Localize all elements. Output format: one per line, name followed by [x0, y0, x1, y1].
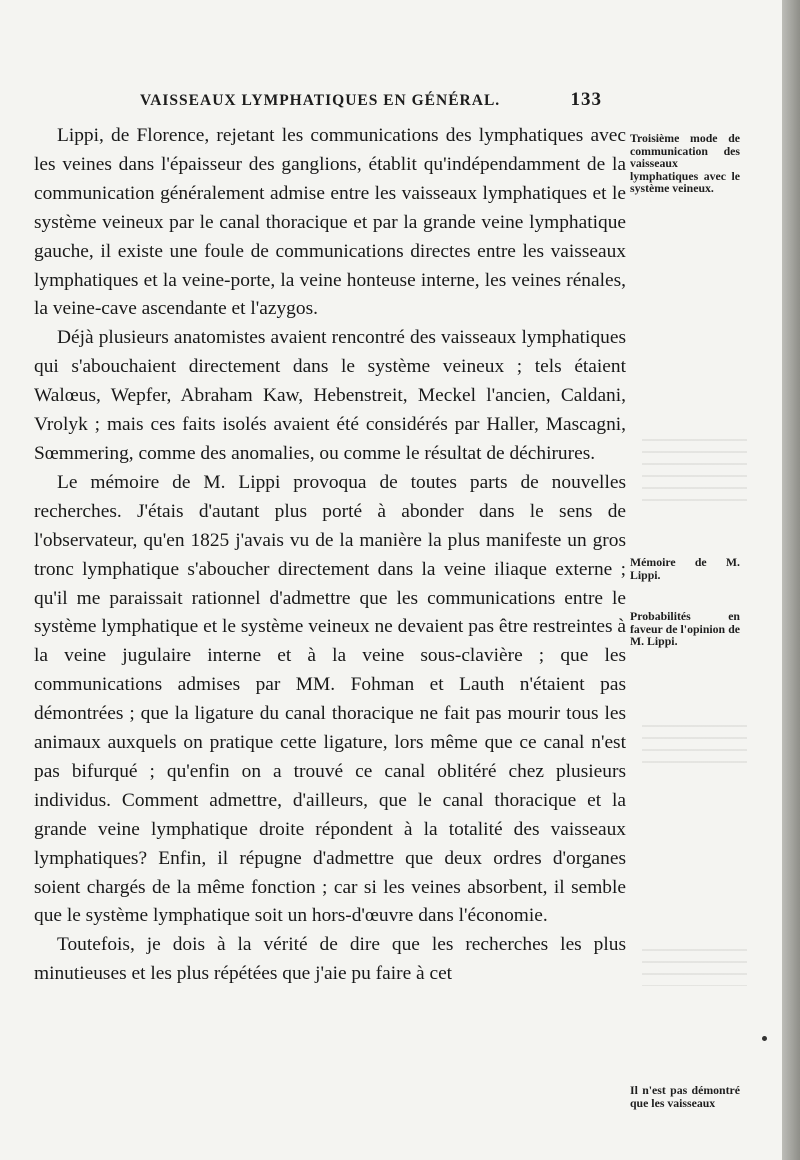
paragraph: Déjà plusieurs anatomistes avaient rencontré des vaisseaux lymphatiques qui s'abouchaient directement dans le système veineux ; tels étaient Walœus, Wepfer, Abraham Kaw, Hebenstreit, Meckel l'ancien, Caldani, Vrolyk ; mais ces faits isolés avaient été considérés par Haller, Mascagni, Sœmmering, comme des anomalies, ou comme le résultat de déchirures.	[34, 327, 626, 464]
margin-note: Troisième mode de communication des vaisseaux lymphatiques avec le système veineux.	[630, 131, 740, 195]
bleed-through-ghost	[642, 946, 747, 986]
paragraph: Toutefois, je dois à la vérité de dire que les recherches les plus minutieuses et les plus répétées que j'aie pu faire à cet	[34, 934, 626, 985]
margin-note: Mémoire de M. Lippi.	[630, 555, 740, 582]
paragraph: Le mémoire de M. Lippi provoqua de toutes parts de nouvelles recherches. J'étais d'autant plus porté à abonder dans le sens de l'observateur, qu'en 1825 j'avais vu de la manière la plus manifeste un gros tronc lymphatique s'aboucher directement dans la veine iliaque externe ; qu'il me paraissait rationnel d'admettre que les communications entre le système lymphatique et le système veineux ne devaient pas être restreintes à la veine jugulaire interne et à la veine sous-clavière ; que les communications admises par MM. Fohman et Lauth n'étaient pas démontrées ; que la ligature du canal thoracique ne fait pas mourir tous les animaux auxquels on pratique cette ligature, lors même que ce canal n'est pas bifurqué ; qu'enfin on a trouvé ce canal oblitéré chez plusieurs individus. Comment admettre, d'ailleurs, que le canal thoracique et la grande veine lymphatique droite répondent à la totalité des vaisseaux lymphatiques? Enfin, il répugne d'admettre que deux ordres d'organes soient chargés de la même fonction ; car si les veines absorbent, il semble que le système lymphatique soit un hors-d'œuvre dans l'économie.	[34, 471, 626, 927]
margin-note: Il n'est pas démontré que les vaisseaux	[630, 1083, 740, 1110]
bleed-through-ghost	[642, 722, 747, 768]
main-text	[34, 122, 626, 989]
ink-speck	[762, 1036, 767, 1041]
margin-note: Probabilités en faveur de l'opinion de M. Lippi.	[630, 609, 740, 648]
running-title: VAISSEAUX LYMPHATIQUES EN GÉNÉRAL.	[140, 92, 501, 109]
bleed-through-ghost	[642, 436, 747, 506]
page-number: 133	[570, 89, 602, 110]
page-edge	[782, 0, 800, 1160]
paragraph: Lippi, de Florence, rejetant les communications des lymphatiques avec les veines dans l'épaisseur des ganglions, établit qu'indépendamment de la communication généralement admise entre les vaisseaux lymphatiques et le système veineux par le canal thoracique et par la grande veine lymphatique gauche, il existe une foule de communications directes entre les vaisseaux lymphatiques et la veine-porte, la veine honteuse interne, les veines rénales, la veine-cave ascendante et l'azygos.	[34, 125, 626, 320]
running-header	[140, 89, 602, 110]
